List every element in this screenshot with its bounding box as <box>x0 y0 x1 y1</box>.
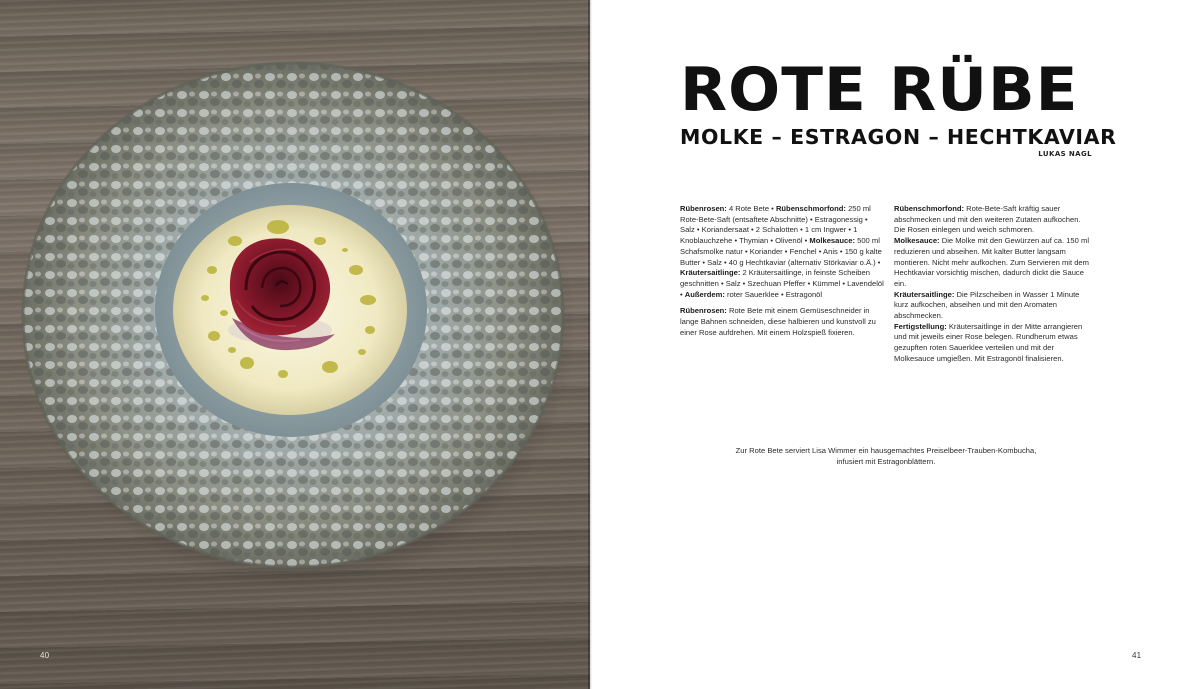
step-paragraph <box>894 204 1094 236</box>
ingredients-paragraph <box>680 204 884 300</box>
recipe-title: ROTE RÜBE <box>680 55 1079 125</box>
ingredient-label: Rübenschmorfond: <box>775 204 846 213</box>
step-paragraph <box>680 306 884 338</box>
recipe-author: LUKAS NAGL <box>1038 150 1092 158</box>
text-column-left <box>680 204 884 344</box>
ingredient-label: Außerdem: <box>684 289 725 299</box>
ingredient-label: Rübenrosen: <box>680 204 727 213</box>
book-gutter <box>588 0 592 689</box>
text-column-right <box>894 204 1094 365</box>
ingredient-text: 500 ml Schafsmolke natur • Koriander • Fenchel • Anis • 150 g kalte Butter • Salz • 40 g Hechtkaviar (alternativ Störkaviar o.Ä.) • <box>680 236 882 267</box>
caption-line: Zur Rote Bete serviert Lisa Wimmer ein hausgemachtes Preiselbeer-Trauben-Kombucha, <box>735 446 1037 455</box>
ingredient-text: 250 ml Rote-Bete-Saft (entsaftete Abschnitte) • Estragonessig • Salz • Koriandersaat • 2 Schalotten • 1 cm Ingwer • 1 Knoblauchzehe • Thymian • Olivenöl • <box>680 204 871 246</box>
ingredient-text: 4 Rote Bete • <box>726 204 776 213</box>
page-number-left: 40 <box>40 651 50 660</box>
step-label: Molkesauce: <box>894 236 940 246</box>
recipe-subtitle: MOLKE – ESTRAGON – HECHTKAVIAR <box>680 125 1117 149</box>
step-paragraph <box>894 290 1094 322</box>
drink-pairing-caption <box>700 446 1072 467</box>
plated-dish-illustration <box>0 0 590 689</box>
step-text: Kräutersaitlinge in der Mitte arrangieren und mit jeweils einer Rose belegen. Rundherum etwas gezupften roten Sauerklee verteilen und mit der Molkesauce umgießen. Mit Estragonöl finalisieren. <box>894 321 1083 363</box>
step-paragraph <box>894 322 1094 365</box>
ingredient-label: Kräutersaitlinge: <box>680 268 741 278</box>
ingredient-label: Molkesauce: <box>809 236 855 246</box>
left-page-photo <box>0 0 590 689</box>
ingredient-text: 2 Kräutersaitlinge, in feinste Scheiben geschnitten • Salz • Szechuan Pfeffer • Kümmel • Lavendelöl • <box>680 268 884 299</box>
caption-line: infusiert mit Estragonblättern. <box>836 456 936 466</box>
step-text: Rote-Bete-Saft kräftig sauer abschmecken und mit den weiteren Zutaten aufkochen. Die Rosen einlegen und weich schmoren. <box>894 204 1081 235</box>
step-label: Kräutersaitlinge: <box>894 289 955 299</box>
step-label: Rübenschmorfond: <box>894 204 965 213</box>
step-text: Rote Bete mit einem Gemüseschneider in lange Bahnen schneiden, diese halbieren und kunstvoll zu einer Rose aufdrehen. Mit einem Holzspieß fixieren. <box>680 306 876 337</box>
step-text: Die Pilzscheiben in Wasser 1 Minute kurz aufkochen, abseihen und mit den Aromaten abschmecken. <box>894 289 1080 321</box>
page-number-right: 41 <box>1132 651 1142 660</box>
step-paragraph <box>894 236 1094 290</box>
step-label: Rübenrosen: <box>680 306 727 316</box>
step-label: Fertigstellung: <box>894 321 947 331</box>
ingredient-text: roter Sauerklee • Estragonöl <box>724 289 823 299</box>
step-text: Die Molke mit den Gewürzen auf ca. 150 ml reduzieren und abseihen. Mit kalter Butter langsam montieren. Nicht mehr aufkochen. Zum Servieren mit dem Hechtkaviar vorsichtig mischen, dadurch dickt die Sauce ein. <box>894 236 1090 288</box>
